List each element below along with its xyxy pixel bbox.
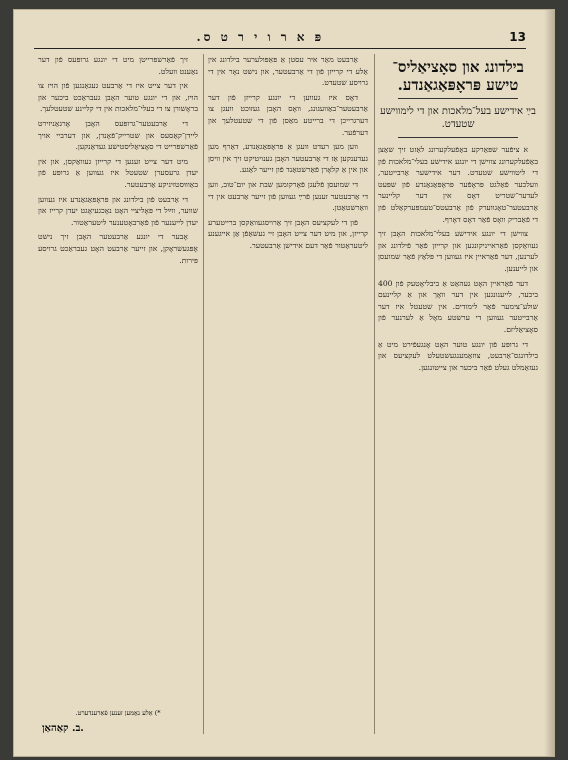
paragraph: פֿון די לעקציעס האָבן זיך אַרויסגעוואַקסן ברייטערע קרייזן, און מיט דער צייט האָבן זיי געשאַפֿן אַן אייגענע ליטעראַטור פֿאַר דעם אידישן אַרבעטער. [208,217,368,250]
paragraph: די גרופּע פֿון יונגע טוער האָט אָנגעפֿירט מיט אַ בילדונגס־אַרבעט, צוזאַמענגעשטעלט לעקציעס און געזאַמלט געלט פֿאַר ביכער און צייטונגען. [378,339,538,372]
column-middle [208,54,368,736]
paragraph: אין דער צייט איז די אַרבעט געגאַנגען פֿון הויז צו הויז, און די יונגע טוער האָבן געבראַכט ביכער און בראָשורן צו די בעלי־מלאכות אין די קליינע שטעטלעך. [38,81,198,114]
paragraph: זיך פֿאַרשפּרייטן מיט די יונגע גרופּעס פֿון דער נאַענט וועלט. [38,55,198,76]
paragraph: די אַרבעטער־גרופּעס האָבן אָרגאַניזירט ליידן־קאַסעס און שטרייק־פֿאָנדן, און דערביי אויך פֿאַרשפּרייט די סאָציאַליסטישע געדאַנקען. [38,118,198,152]
paragraph: די שמועסן פֿלעגן פֿאָרקומען שבת און יום־טוב, ווען די אַרבעטער זענען פֿרײַ געווען פֿון זייער אַרבעט אין די וואַרשטאַטן. [208,179,368,213]
running-header [34,30,526,49]
column-rule [374,54,375,734]
column-left [38,54,198,696]
column-rule [203,54,204,734]
paragraph: ווען מען רעדט וועגן אַ פּראָפּאַגאַנדע, דאַרף מען געדענקען אַז די אַרבעטער האָבן גענויטיקט זיך אין וויסן און אין אַ קלאָרן פֿאַרשטאַנד פֿון זייער לאַגע. [208,142,368,175]
article-subtitle: בײַ אידישע בעל־מלאכות און די לימווישע שטעדט. [380,106,536,130]
paragraph: דער פֿאַראיין האָט געהאַט אַ ביבליאָטעק פֿון 400 ביכער, לייענונגען אין דער וואָך און אַ קליינעם שולע־צימער פֿאַר לימודים. אין שטעטל איז דער אַרבייטער געווען די ערשטע מאָל אַ לערנער פֿון סאָציאַליזם. [378,278,538,334]
paragraph: א ציפֿער שפּאַרקע באַפֿעלקערונג לאַזט זיך שאַצן באַפֿעלקערונג צווישן די יונגע אידישע בעלי־מלאכות פֿון די ליטווישע שטעדט. דער אידישער אַרבייטער, וועלכער פֿאַלגט פּראָפֿער פּראָפּאַגאַנדע פֿון שפּעט לעדער־שטריט דאָס אין דער קליינער אַרבעטער־טאָגווערק פֿון אַרבעטס־טעמפּערקאַלט פֿון די פֿאַבריק וואָס פֿאַר דאָס דאָרף. [378,145,538,224]
paragraph: אָבער די יונגע אַרבעטער האָבן זיך נישט אָפּגעשראָקן, און זייער אַרבעט האָט געבראַכט גרויסע פּירות. [38,232,198,265]
column-right [378,54,538,736]
title-divider [398,98,518,99]
paragraph: אַרבעט מאַר איר עסטן אַ פּאַפּולערער בילדונג אין אַלע די קרייזן פֿון די אַרבעטער, און נישט נאָר אין די גרויסע שטעדט. [208,55,368,88]
paragraph: מיט דער צייט זענען די קרייזן געוואַקסן, און אין יעדן גרעסערן שטעטל איז געווען אַ גרופּע פֿון באַוווּסטזיניקע אַרבעטער. [38,156,198,189]
author-signature: ב. קאַהאַן. [42,723,84,734]
article-footer [38,703,198,734]
paragraph: דאָס איז געווען די יונגע קרייזן פֿון דער אַרבעטער־באַוועגונג, וואָס האָבן געזוכט וועגן צו דערגרייכן די ברייטע מאַסן פֿון די שטעטלעך און דערפֿער. [208,92,368,137]
journal-title: פּ א ר ו י ר ט ס. [196,30,325,44]
newspaper-page [14,10,554,756]
article-title: בילדונג און סאָציאַליס־ טישע פּראָפּאַגאַנדע. [392,58,524,94]
subtitle-divider [398,137,518,138]
page-number: 13 [509,30,526,44]
footnote: *) אַלע נאָמען זענען פֿאַרענדערט. [75,709,161,717]
page-edge-shadow [544,10,554,756]
paragraph: צווישן די יונגע אידישע בעלי־מלאכות האָבן זיך געוואַקסן פֿאַראייניקונגען און קרייזן פֿאַר פֿילדונג און לערנען, דער פֿאַראיין איז געווען די פּלאַץ פֿאַר שמועסן און לייענען. [378,229,538,273]
paragraph: די אַרבעט פֿון בילדונג און פּראָפּאַגאַנדע איז געווען שווער, ווײַל די פּאָליציי האָט נאָכגעיאָגט יעדן קרייז און יעדן לייענער פֿון פֿאַרבאָטענער ליטעראַטור. [38,194,198,227]
